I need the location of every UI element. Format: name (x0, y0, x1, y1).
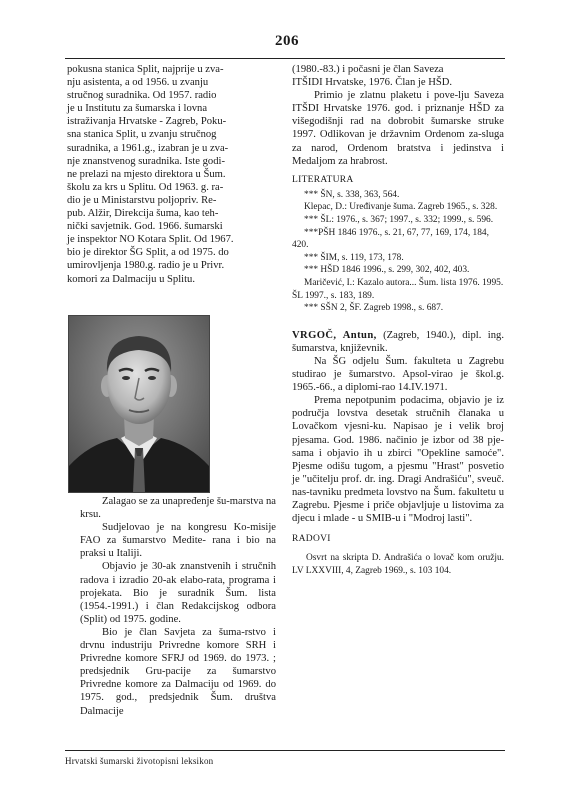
portrait-drawing (69, 316, 209, 492)
text-line: umirovljenja 1980.g. radio je u Privr. (67, 260, 225, 272)
entry-head-rest: (Zagreb, 1940.), dipl. ing. šumarstva, književnik. (292, 329, 504, 354)
text-line: je inspektor NO Kotara Split. Od 1967. (67, 234, 234, 246)
radovi-item: Osvrt na skripta D. Andrašića o lovač kom oružju. LV LXXVIII, 4, Zagreb 1969., s. 103 104. (292, 553, 504, 576)
footer-rule (65, 750, 505, 751)
entry-heading (292, 329, 504, 355)
text-line: nje znanstvenog suradnika. Iste godi- (67, 155, 225, 167)
paragraph: Prema nepotpunim podacima, objavio je iz područja lovstva desetak stručnih članaka u Lovačkom vjesni-ku. Napisao je i velik broj pjesama. God. 1986. načinio je izbor od 38 pje-sama i objavio ih u zbirci "Opekline samoće". Pjesme odišu tugom, a pjesmu "Hrast" posvetio je "učitelju prof. dr. ing. Dragi Andrašiću", sveuč. nas-tavniku predmeta lovstvo na Šum. fakultetu u Zagrebu. Pjesme i priče objavljuje u listovima za djecu i mlade - u SMIB-u i "Modroj lasti". (292, 395, 504, 525)
entry-headword: VRGOČ, Antun, (292, 329, 377, 341)
portrait-photo (68, 315, 210, 493)
literatura-item: *** ŠL: 1976., s. 367; 1997., s. 332; 1999., s. 596. (304, 215, 494, 226)
text-line: školu za krs u Splitu. Od 1963. g. ra- (67, 181, 224, 193)
left-column (67, 63, 276, 286)
literatura-item: *** SŠN 2, ŠF. Zagreb 1998., s. 687. (304, 303, 444, 314)
paragraph: Bio je član Savjeta za šuma-rstvo i drvnu industriju Privredne komore SRH i Privredne komore SFRJ od 1969. do 1973. ; predsjednik Gru-pacije za šumarstvo Privredne komore za Dalmaciju od 1969. do 1975. god., predsjednik Šum. društva Dalmacije (80, 626, 276, 717)
literatura-item: Klepac, D.: Uređivanje šuma. Zagreb 1965., s. 328. (304, 202, 498, 213)
text-line: je u Institutu za šumarska i lovna (67, 103, 208, 115)
text-line: bio je direktor ŠG Split, a od 1975. do (67, 247, 229, 259)
text-line: ITŠIDI Hrvatske, 1976. Član je HŠD. (292, 77, 453, 89)
text-line: pub. Alžir, Direkcija šuma, kao teh- (67, 208, 219, 220)
text-line: suradnika, a 1961.g., izabran je u zva- (67, 142, 229, 154)
page-number: 206 (275, 33, 299, 49)
paragraph: Primio je zlatnu plaketu i pove-lju Saveza ITŠDI Hrvatske 1976. god. i priznanje HŠD za višegodišnji rad na dobrobit šumarske struke 1997. Odlikovan je državnim Ordenom za-sluga za narod, Ordenom bratstva i jedinstva i Medaljom za hrabrost. (292, 90, 504, 167)
right-column (292, 63, 504, 577)
text-line: pokusna stanica Split, najprije u zva- (67, 64, 224, 75)
radovi-heading: RADOVI (292, 534, 331, 545)
left-lower-text (80, 495, 276, 718)
literatura-item: Maričević, I.: Kazalo autora... Šum. lista 1976. 1995. ŠL 1997., s. 183, 189. (292, 278, 504, 301)
text-line: dio je u Ministarstvu poljopriv. Re- (67, 194, 217, 206)
text-line: (1980.-83.) i počasni je član Saveza (292, 64, 444, 75)
text-line: komori za Dalmaciju u Splitu. (67, 273, 195, 285)
literatura-item: ***PŠH 1846 1976., s. 21, 67, 77, 169, 174, 184, 420. (292, 227, 489, 251)
literatura-list (292, 189, 504, 315)
literatura-item: *** HŠD 1846 1996., s. 299, 302, 402, 403. (304, 265, 470, 276)
literatura-heading: LITERATURA (292, 174, 354, 185)
paragraph: Na ŠG odjelu Šum. fakulteta u Zagrebu studirao je šumarstvo. Apsol-virao je škol.g. 1965.-66., a diplomi-rao 14.IV.1971. (292, 355, 504, 394)
footer-text: Hrvatski šumarski životopisni leksikon (65, 756, 214, 766)
literatura-item: *** ŠIM, s. 119, 173, 178. (304, 252, 404, 263)
text-line: stručnog suradnika. Od 1957. radio (67, 90, 217, 102)
text-line: ne prelazi na mjesto direktora u Šum. (67, 168, 226, 180)
header-rule (65, 58, 505, 59)
text-line: nju asistenta, a od 1956. u zvanju (67, 77, 209, 89)
paragraph: Objavio je 30-ak znanstvenih i stručnih radova i izradio 20-ak elabo-rata, programa i projekata. Bio je suradnik Šum. lista (1954.-1991.) i član Redakcijskog odbora (Split) od 1975. godine. (80, 561, 276, 625)
text-line: istraživanja Hrvatske - Zagreb, Poku- (67, 116, 227, 128)
literatura-item: *** ŠN, s. 338, 363, 564. (304, 189, 400, 200)
paragraph: Zalagao se za unapređenje šu-marstva na krsu. (80, 496, 276, 521)
text-line: sna stanica Split, u zvanju stručnog (67, 129, 217, 141)
paragraph: Sudjelovao je na kongresu Ko-misije FAO za šumarstvo Medite- rana i bio na praksi u Italiji. (80, 522, 276, 560)
text-line: nički savjetnik. God. 1966. šumarski (67, 221, 223, 233)
